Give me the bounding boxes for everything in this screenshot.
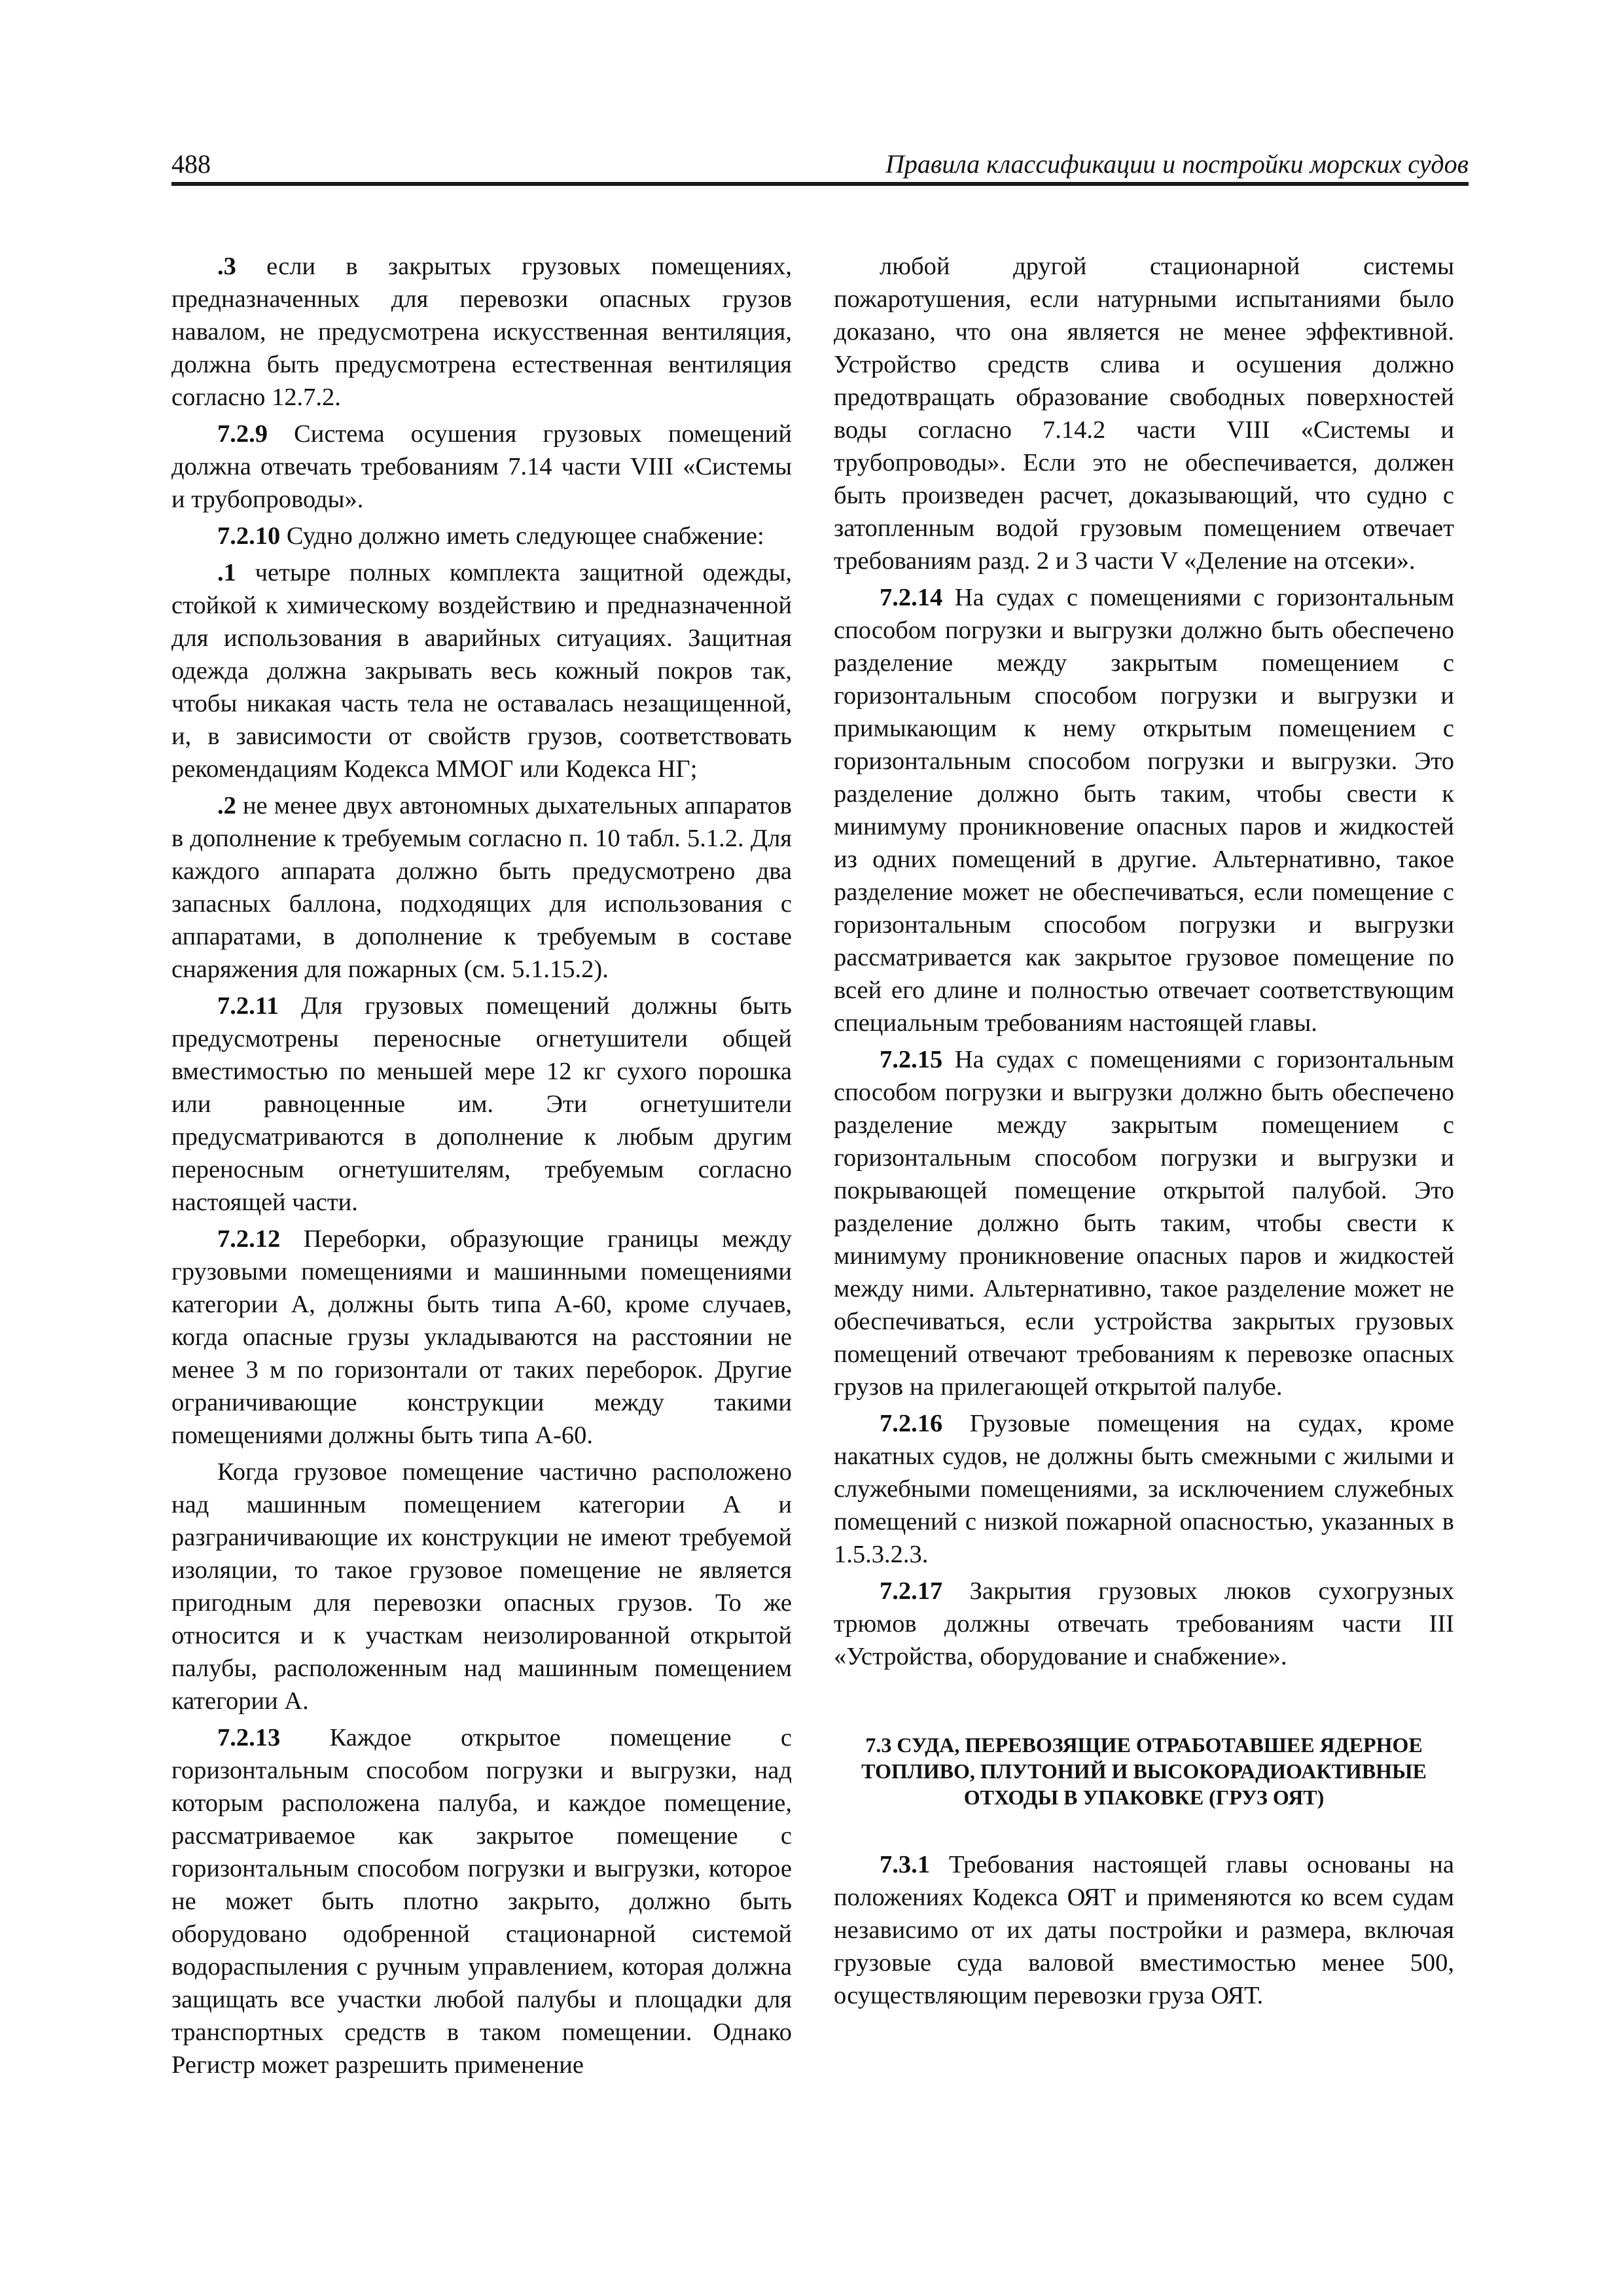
clause-number: 7.2.15: [880, 1046, 943, 1073]
paragraph: [834, 1848, 1454, 2012]
clause-text: если в закрытых грузовых помещениях, предназначенных для перевозки опасных грузов навалом, не предусмотрена искусственная вентиляция, должна быть предусмотрена естественная вентиляция согласно 12.7.2.: [171, 253, 792, 411]
page-number: 488: [171, 149, 211, 179]
running-title: Правила классификации и постройки морских судов: [885, 149, 1469, 179]
paragraph: [171, 1456, 792, 1717]
paragraph: [171, 520, 792, 552]
clause-text: Когда грузовое помещение частично расположено над машинным помещением категории А и разграничивающие их конструкции не имеют требуемой изоляции, то такое грузовое помещение не является пригодным для перевозки опасных грузов. То же относится и к участкам неизолированной открытой палубы, расположенным над машинным помещением категории А.: [171, 1458, 792, 1715]
left-column: [171, 250, 792, 2096]
section-heading: 7.3 СУДА, ПЕРЕВОЗЯЩИЕ ОТРАБОТАВШЕЕ ЯДЕРНОЕ ТОПЛИВО, ПЛУТОНИЙ И ВЫСОКОРАДИОАКТИВНЫЕ ОТХОДЫ В УПАКОВКЕ (ГРУЗ ОЯТ): [861, 1733, 1427, 1809]
clause-text: Закрытия грузовых люков сухогрузных трюмов должны отвечать требованиям части III «Устройства, оборудование и снабжение».: [834, 1577, 1454, 1670]
clause-number: .2: [217, 792, 236, 819]
clause-text: Система осушения грузовых помещений должна отвечать требованиям 7.14 части VIII «Системы и трубопроводы».: [171, 420, 792, 513]
paragraph: [834, 1043, 1454, 1403]
paragraph: [171, 418, 792, 516]
clause-number: 7.2.14: [880, 584, 943, 611]
clause-text: На судах с помещениями с горизонтальным способом погрузки и выгрузки должно быть обеспечено разделение между закрытым помещением с горизонтальным способом погрузки и выгрузки и покрывающей помещение открытой палубой. Это разделение должно быть таким, чтобы свести к минимуму проникновение опасных паров и жидкостей между ними. Альтернативно, такое разделение может не обеспечиваться, если устройства закрытых грузовых помещений отвечают требованиям к перевозке опасных грузов на прилегающей открытой палубе.: [834, 1046, 1454, 1401]
paragraph: [171, 1223, 792, 1452]
paragraph: [834, 250, 1454, 577]
clause-text: четыре полных комплекта защитной одежды, стойкой к химическому воздействию и предназначенной для использования в аварийных ситуациях. Защитная одежда должна закрывать весь кожный покров так, чтобы никакая часть тела не оставалась незащищенной, и, в зависимости от свойств грузов, соответствовать рекомендациям Кодекса ММОГ или Кодекса НГ;: [171, 559, 792, 783]
right-column: [834, 250, 1454, 2096]
paragraph: [834, 1575, 1454, 1673]
clause-number: 7.2.10: [217, 522, 281, 550]
paragraph: [171, 250, 792, 414]
clause-text: Каждое открытое помещение с горизонтальным способом погрузки и выгрузки, над которым расположена палуба, и каждое помещение, рассматриваемое как закрытое помещение с горизонтальным способом погрузки и выгрузки, которое не может быть плотно закрыто, должно быть оборудовано одобренной стационарной системой водораспыления с ручным управлением, которая должна защищать все участки любой палубы и площадки для транспортных средств в таком помещении. Однако Регистр может разрешить применение: [171, 1724, 792, 2079]
paragraph: [171, 1721, 792, 2081]
clause-number: 7.2.17: [880, 1577, 943, 1605]
clause-number: 7.2.9: [217, 420, 268, 448]
paragraph: [834, 581, 1454, 1039]
clause-number: .3: [217, 253, 236, 280]
page-header: [171, 143, 1469, 186]
clause-text: Переборки, образующие границы между грузовыми помещениями и машинными помещениями категории А, должны быть типа А-60, кроме случаев, когда опасные грузы укладываются на расстоянии не менее 3 м по горизонтали от таких переборок. Другие ограничивающие конструкции между такими помещениями должны быть типа А-60.: [171, 1225, 792, 1449]
clause-number: .1: [217, 559, 236, 586]
clause-text: На судах с помещениями с горизонтальным способом погрузки и выгрузки должно быть обеспечено разделение между закрытым помещением с горизонтальным способом погрузки и выгрузки и примыкающим к нему открытым помещением с горизонтальным способом погрузки и выгрузки. Это разделение должно быть таким, чтобы свести к минимуму проникновение опасных паров и жидкостей из одних помещений в другие. Альтернативно, такое разделение может не обеспечиваться, если помещение с горизонтальным способом погрузки и выгрузки рассматривается как закрытое грузовое помещение по всей его длине и полностью отвечает соответствующим специальным требованиям настоящей главы.: [834, 584, 1454, 1037]
clause-text: Для грузовых помещений должны быть предусмотрены переносные огнетушители общей вместимостью по меньшей мере 12 кг сухого порошка или равноценные им. Эти огнетушители предусматриваются в дополнение к любым другим переносным огнетушителям, требуемым согласно настоящей части.: [171, 992, 792, 1216]
paragraph: [171, 990, 792, 1219]
clause-number: 7.2.11: [217, 992, 279, 1020]
clause-number: 7.2.16: [880, 1410, 943, 1437]
clause-text: Грузовые помещения на судах, кроме накатных судов, не должны быть смежными с жилыми и служебными помещениями, за исключением служебных помещений с низкой пожарной опасностью, указанных в 1.5.3.2.3.: [834, 1410, 1454, 1568]
clause-text: Судно должно иметь следующее снабжение:: [280, 522, 764, 550]
clause-text: любой другой стационарной системы пожаротушения, если натурными испытаниями было доказано, что она является не менее эффективной. Устройство средств слива и осушения должно предотвращать образование свободных поверхностей воды согласно 7.14.2 части VIII «Системы и трубопроводы». Если это не обеспечивается, должен быть произведен расчет, доказывающий, что судно с затопленным водой грузовым помещением отвечает требованиям разд. 2 и 3 части V «Деление на отсеки».: [834, 253, 1454, 575]
paragraph: [834, 1407, 1454, 1571]
paragraph: [171, 556, 792, 785]
clause-number: 7.3.1: [880, 1851, 930, 1878]
clause-number: 7.2.13: [217, 1724, 281, 1751]
paragraph: [171, 789, 792, 986]
clause-number: 7.2.12: [217, 1225, 281, 1253]
clause-text: Требования настоящей главы основаны на положениях Кодекса ОЯТ и применяются ко всем судам независимо от их даты постройки и размера, включая грузовые суда валовой вместимостью менее 500, осуществляющим перевозки груза ОЯТ.: [834, 1851, 1454, 2009]
clause-text: не менее двух автономных дыхательных аппаратов в дополнение к требуемым согласно п. 10 табл. 5.1.2. Для каждого аппарата должно быть предусмотрено два запасных баллона, подходящих для использования с аппаратами, в дополнение к требуемым в составе снаряжения для пожарных (см. 5.1.15.2).: [171, 792, 792, 983]
